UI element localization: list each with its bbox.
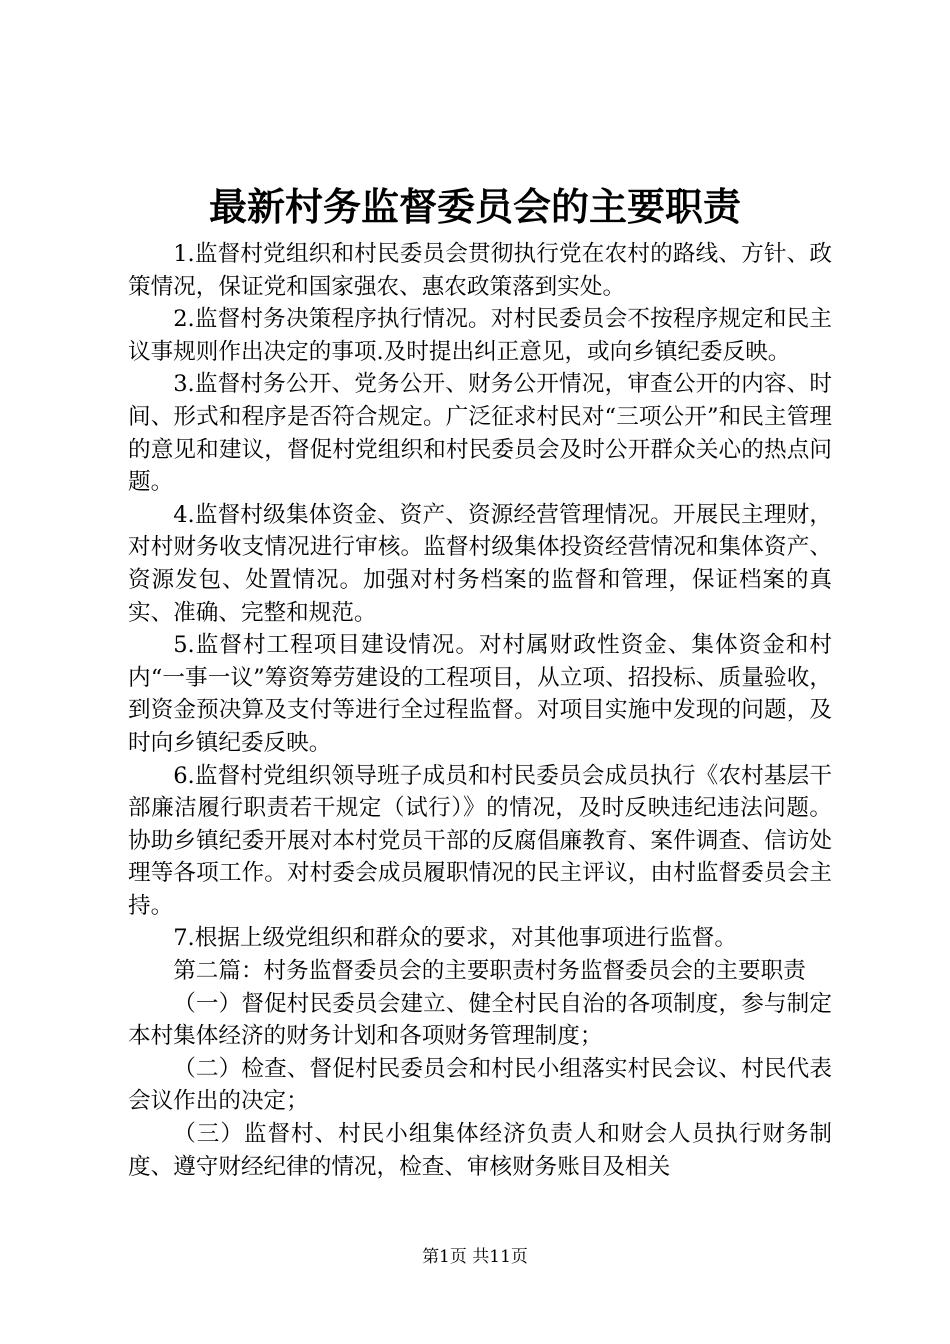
section-heading: 第二篇：村务监督委员会的主要职责村务监督委员会的主要职责 xyxy=(173,958,806,985)
paragraph-2: 2.监督村务决策程序执行情况。对村民委员会不按程序规定和民主议事规则作出决定的事项.及时提出纠正意见，或向乡镇纪委反映。 xyxy=(128,306,832,365)
paragraph-6: 6.监督村党组织领导班子成员和村民委员会成员执行《农村基层干部廉洁履行职责若干规定（试行）》的情况，及时反映违纪违法问题。协助乡镇纪委开展对本村党员干部的反腐倡廉教育、案件调查、信访处理等各项工作。对村委会成员履职情况的民主评议，由村监督委员会主持。 xyxy=(128,762,832,919)
document-body xyxy=(128,238,832,1183)
paragraph-5: 5.监督村工程项目建设情况。对村属财政性资金、集体资金和村内“一事一议”筹资筹劳建设的工程项目，从立项、招投标、质量验收，到资金预决算及支付等进行全过程监督。对项目实施中发现的问题，及时向乡镇纪委反映。 xyxy=(128,632,832,756)
document-title: 最新村务监督委员会的主要职责 xyxy=(208,184,741,229)
paragraph-item-1: （一）督促村民委员会建立、健全村民自治的各项制度，参与制定本村集体经济的财务计划和各项财务管理制度； xyxy=(128,990,832,1050)
page-number: 第1页 共11页 xyxy=(422,1247,528,1267)
paragraph-3: 3.监督村务公开、党务公开、财务公开情况，审查公开的内容、时间、形式和程序是否符合规定。广泛征求村民对“三项公开”和民主管理的意见和建议，督促村党组织和村民委员会及时公开群众关心的热点问题。 xyxy=(128,371,832,496)
paragraph-7: 7.根据上级党组织和群众的要求，对其他事项进行监督。 xyxy=(173,925,737,952)
paragraph-item-3: （三）监督村、村民小组集体经济负责人和财会人员执行财务制度、遵守财经纪律的情况，检查、审核财务账目及相关 xyxy=(128,1121,832,1180)
paragraph-item-2: （二）检查、督促村民委员会和村民小组落实村民会议、村民代表会议作出的决定； xyxy=(128,1055,832,1115)
paragraph-4: 4.监督村级集体资金、资产、资源经营管理情况。开展民主理财，对村财务收支情况进行审核。监督村级集体投资经营情况和集体资产、资源发包、处置情况。加强对村务档案的监督和管理，保证档案的真实、准确、完整和规范。 xyxy=(128,501,832,626)
paragraph-1: 1.监督村党组织和村民委员会贯彻执行党在农村的路线、方针、政策情况，保证党和国家强农、惠农政策落到实处。 xyxy=(128,241,832,300)
